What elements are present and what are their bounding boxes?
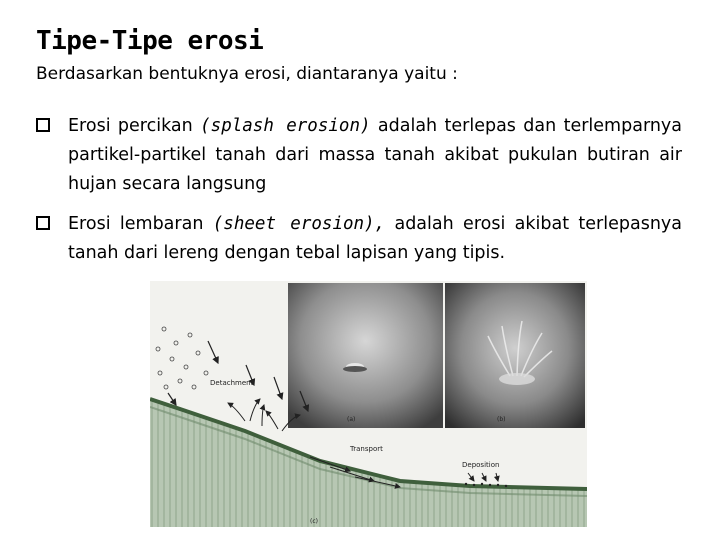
- erosion-figure: [150, 281, 587, 527]
- photo-b-label: (b): [497, 416, 506, 423]
- rain-arrows: [168, 341, 308, 411]
- transport-label: Transport: [350, 445, 383, 453]
- term-text: (sheet erosion),: [212, 214, 386, 234]
- bullet-item-sheet: [36, 210, 682, 268]
- raindrops: [156, 327, 208, 389]
- deposition-label: Deposition: [462, 461, 500, 469]
- checkbox-bullet-icon: [36, 216, 50, 230]
- photo-a: [288, 283, 443, 428]
- bullet-text: Erosi lembaran (sheet erosion), adalah erosi akibat terlepasnya tanah dari lereng dengan tebal lapisan yang tipis.: [68, 214, 682, 263]
- intro-text: Berdasarkan bentuknya erosi, diantaranya yaitu :: [36, 64, 458, 84]
- diagram-c-label: (c): [310, 518, 318, 525]
- detachment-label: Detachment: [210, 379, 254, 387]
- deposition-arrows: [468, 473, 498, 481]
- bullet-text: Erosi percikan (splash erosion) adalah terlepas dan terlemparnya partikel-partikel tanah dari massa tanah akibat pukulan butiran air hujan secara langsung: [68, 116, 682, 194]
- page-title: Tipe-Tipe erosi: [36, 26, 264, 56]
- photo-a-label: (a): [347, 416, 356, 423]
- checkbox-bullet-icon: [36, 118, 50, 132]
- photo-b: [445, 283, 585, 428]
- term-text: (splash erosion): [200, 116, 371, 136]
- bullet-item-splash: [36, 112, 682, 199]
